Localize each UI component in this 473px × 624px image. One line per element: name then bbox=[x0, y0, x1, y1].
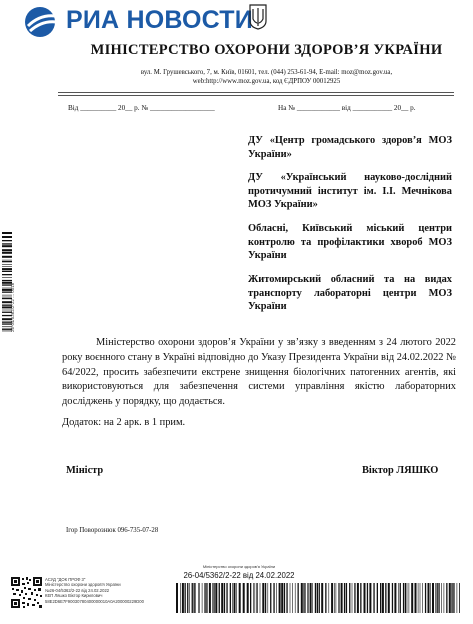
header-divider-thin bbox=[58, 95, 454, 96]
ministry-title: МІНІСТЕРСТВО ОХОРОНИ ЗДОРОВ’Я УКРАЇНИ bbox=[90, 42, 443, 58]
header-divider bbox=[58, 92, 454, 93]
address-line-1: вул. М. Грушевського, 7, м. Київ, 01601, тел. (044) 253-61-94, E-mail: moz@moz.gov.ua, bbox=[140, 69, 393, 76]
qr-code-icon bbox=[10, 576, 43, 609]
stamp-line: АСУД "ДОК ПРОФ 3" bbox=[45, 577, 86, 582]
stamp-line: №26-04/5362/2-22 від 24.02.2022 bbox=[45, 587, 110, 593]
addressee-2: ДУ «Український науково-дослідний протичумний інститут ім. І.І. Мечнікова МОЗ України» bbox=[248, 172, 452, 211]
letter-body: Міністерство охорони здоров’я України у зв’язку з введенням з 24 лютого 2022 року воєнного стану в Україні відповідно до Указу Президента України від 24.02.2022 № 64/2022, просить забезпечити екстрене знищення біологічних патогенних агентів, які використовуються для забезпечення системи управління якістю лабораторних досліджень у порядку, що додається. bbox=[62, 337, 456, 408]
addressee-1: ДУ «Центр громадського здоров’я МОЗ України» bbox=[248, 135, 452, 160]
stamp-line: 58E2D6E7F90030780400000010A0A200000229D00 bbox=[45, 598, 144, 604]
ria-watermark-text: РИА НОВОСТИ bbox=[66, 6, 253, 34]
signatory-name: Віктор ЛЯШКО bbox=[362, 465, 439, 476]
registry-number: 26-04/5362/2-22 від 24.02.2022 bbox=[183, 571, 295, 580]
trident-emblem-icon bbox=[248, 2, 268, 30]
document-barcode-icon bbox=[176, 583, 460, 613]
signatory-role: Міністр bbox=[66, 465, 104, 476]
executor-contact: Ігор Поворознюк 096-735-07-28 bbox=[66, 527, 159, 534]
address-line-2: web:http://www.moz.gov.ua, код ЄДРПОУ 00012925 bbox=[192, 78, 341, 85]
attachment-note: Додаток: на 2 арк. в 1 прим. bbox=[62, 417, 186, 428]
stamp-line: КЕП Ляшко Віктор Кирилович bbox=[45, 593, 103, 599]
stamp-line: Міністерство охорони здоров'я України bbox=[45, 582, 121, 588]
registry-header: Міністерство охорони здоров'я України bbox=[202, 564, 276, 569]
incoming-reference: На № ____________ від ___________ 20__ р. bbox=[278, 104, 416, 112]
electronic-signature-stamp bbox=[45, 577, 144, 604]
outgoing-reference: Від __________ 20__ р. № __________________ bbox=[68, 104, 215, 112]
addressee-3: Обласні, Київський міський центри контролю та профілактики хвороб МОЗ України bbox=[248, 223, 452, 262]
ria-novosti-logo-icon bbox=[22, 6, 62, 38]
side-registration-code: 26-04/5362/2-22 ... 0016 bbox=[10, 282, 15, 332]
addressee-4: Житомирський обласний та на видах транспорту лабораторні центри МОЗ України bbox=[248, 274, 452, 313]
